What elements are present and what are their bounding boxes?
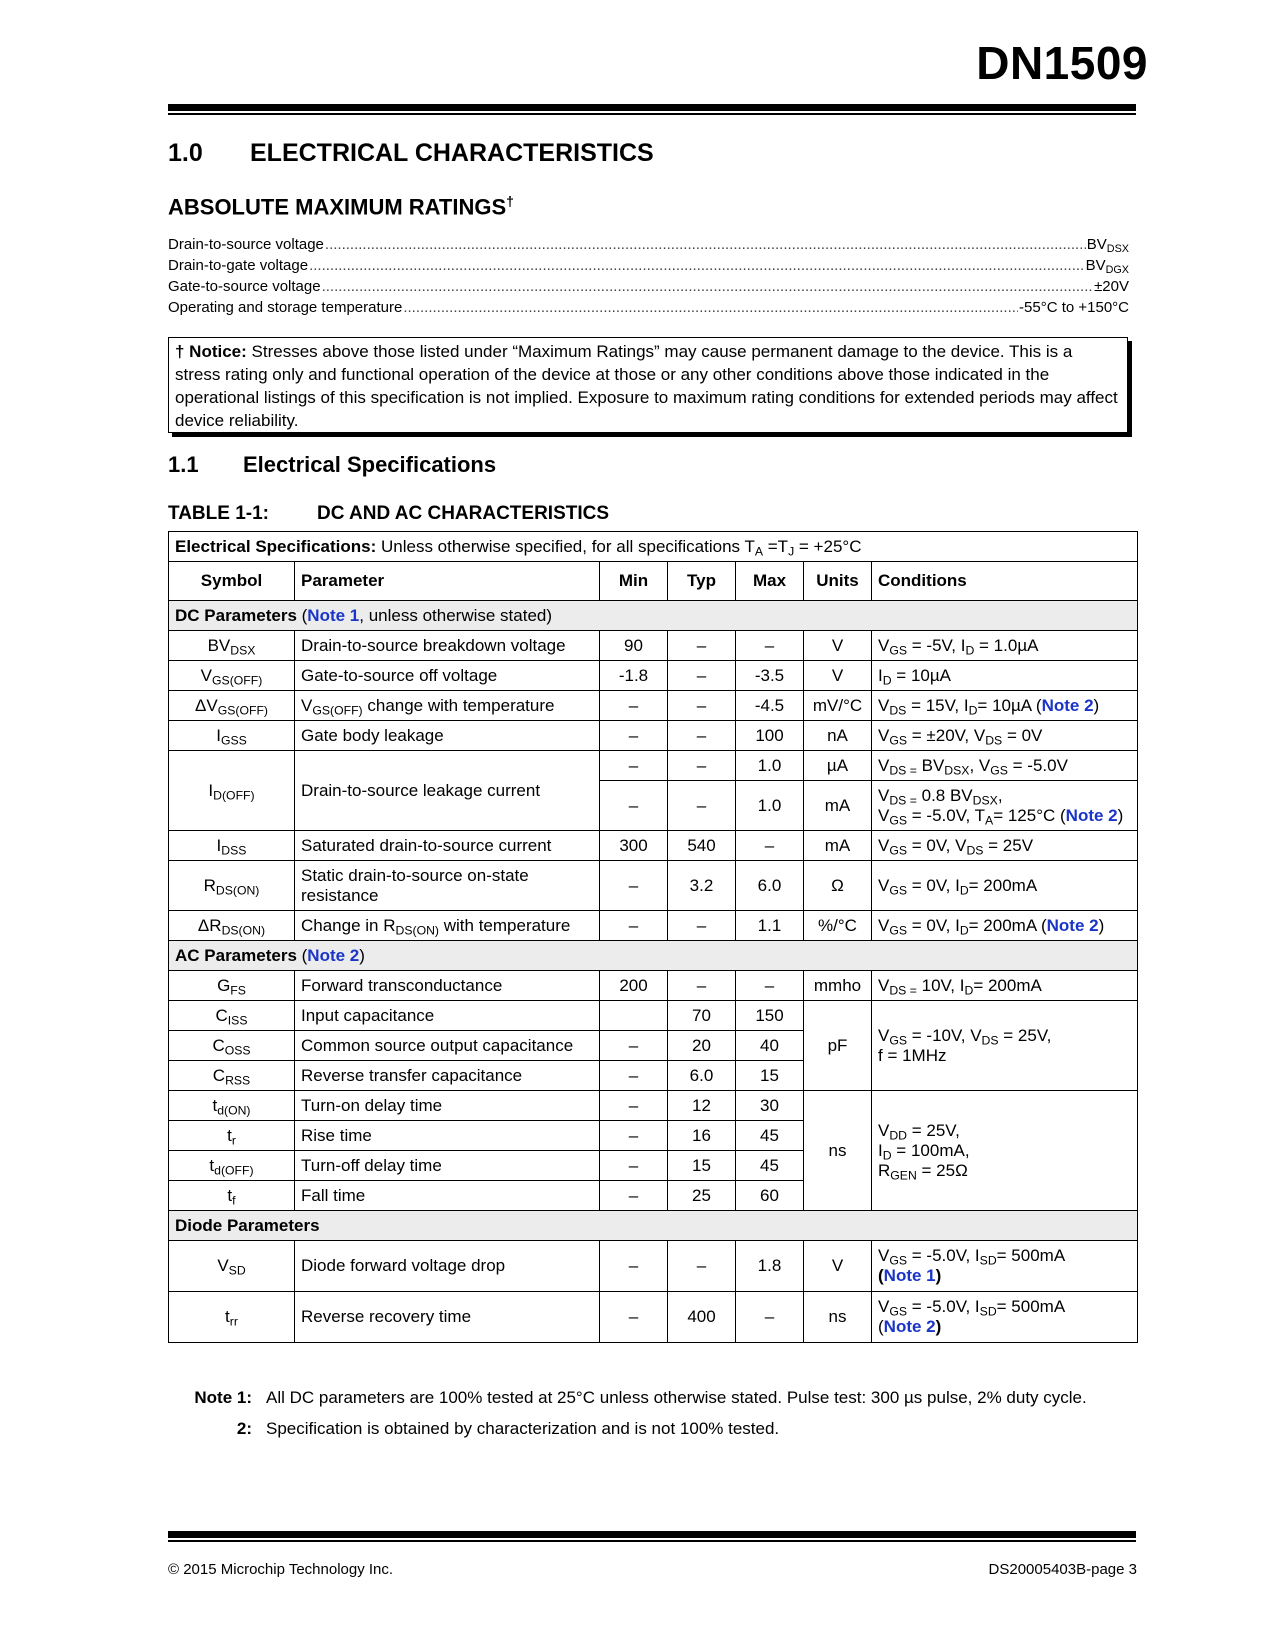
dc-ac-characteristics-table [168,531,1138,1343]
max-cell: – [736,831,804,861]
table-caption-number: TABLE 1-1: [168,503,269,524]
table-row [169,1091,1138,1121]
spec-text: = +25°C [794,536,862,556]
parameter-cell: Input capacitance [295,1001,600,1031]
table-row [169,631,1138,661]
min-cell: – [600,1031,668,1061]
typ-cell: – [668,911,736,941]
max-cell: -4.5 [736,691,804,721]
table-row [169,1241,1138,1292]
max-cell: 100 [736,721,804,751]
rating-value-sub: DGX [1105,264,1129,277]
rating-value-sub: DSX [1106,243,1129,256]
symbol-cell: $t_{d(OFF)}$ [169,1151,295,1181]
min-cell: – [600,1061,668,1091]
ac-section-title: AC Parameters [175,945,297,965]
header-symbol: Symbol [169,562,295,601]
typ-cell: – [668,1241,736,1292]
conditions-cell: $V_{DS =}$ $BV_{DSX}$, $V_{GS} = -5.0V$ [872,751,1138,781]
typ-cell: 400 [668,1292,736,1343]
rating-label: Operating and storage temperature [168,299,403,316]
spec-sub: J [788,544,795,559]
ac-section-row [169,941,1138,971]
units-cell: ns [804,1091,872,1211]
symbol-cell: $t_{rr}$ [169,1292,295,1343]
rating-value: -55°C to +150°C [1019,299,1129,316]
spec-conditions-cell [169,532,1138,562]
table-row [169,831,1138,861]
units-cell: pF [804,1001,872,1091]
parameter-cell: Gate-to-source off voltage [295,661,600,691]
max-cell: 60 [736,1181,804,1211]
min-cell: – [600,1241,668,1292]
parameter-cell: Forward transconductance [295,971,600,1001]
max-cell: 45 [736,1121,804,1151]
min-cell: – [600,861,668,911]
subsection-number: 1.1 [168,452,199,477]
abs-max-heading [168,193,514,220]
typ-cell: 20 [668,1031,736,1061]
rating-value [1085,257,1129,277]
conditions-cell: $V_{GS} = -10V$, $V_{DS} = 25V$, f = 1MHz [872,1001,1138,1091]
typ-cell: – [668,751,736,781]
note-key: 2: [236,1418,252,1438]
min-cell: – [600,1292,668,1343]
symbol-cell: $V_{GS(OFF)}$ [169,661,295,691]
conditions-cell: $V_{DS} = 15V$, $I_D= 10\mu A$ (Note 2) [872,691,1138,721]
table-row [169,861,1138,911]
subsection-heading [168,452,496,478]
table-row [169,721,1138,751]
symbol-cell: $I_{D(OFF)}$ [169,751,295,831]
min-cell: – [600,721,668,751]
units-cell: V [804,631,872,661]
parameter-cell: Rise time [295,1121,600,1151]
conditions-cell: $V_{GS} = 0V$, $V_{DS} = 25V$ [872,831,1138,861]
units-cell: mmho [804,971,872,1001]
min-cell: – [600,751,668,781]
rating-row [168,278,1129,299]
typ-cell: 540 [668,831,736,861]
notice-box [168,337,1128,433]
parameter-cell: Change in $R_{DS(ON)}$ with temperature [295,911,600,941]
table-header-row [169,562,1138,601]
min-cell: -1.8 [600,661,668,691]
rating-row [168,257,1129,278]
symbol-cell: $I_{DSS}$ [169,831,295,861]
part-number-header: DN1509 [976,37,1148,89]
parameter-cell: $V_{GS(OFF)}$ change with temperature [295,691,600,721]
conditions-cell: $V_{GS} = \pm 20V$, $V_{DS} = 0V$ [872,721,1138,751]
symbol-cell: $t_r$ [169,1121,295,1151]
note-1-link[interactable]: Note 1 [307,605,360,625]
max-cell: – [736,1292,804,1343]
footer-rule-thick [168,1531,1136,1538]
note-2-link[interactable]: Note 2 [1046,915,1099,935]
table-row [169,661,1138,691]
max-cell: 1.1 [736,911,804,941]
note-2-link[interactable]: Note 2 [1041,695,1094,715]
symbol-cell: $\Delta V_{GS(OFF)}$ [169,691,295,721]
table-notes [186,1382,1087,1444]
dc-section-row [169,601,1138,631]
units-cell: mV/°C [804,691,872,721]
typ-cell: 25 [668,1181,736,1211]
symbol-cell: $C_{OSS}$ [169,1031,295,1061]
spec-sub: A [754,544,764,559]
rating-value-main: BV [1086,236,1107,253]
parameter-cell: Gate body leakage [295,721,600,751]
table-row [169,751,1138,781]
table-row [169,1292,1138,1343]
typ-cell: 6.0 [668,1061,736,1091]
parameter-cell: Reverse recovery time [295,1292,600,1343]
ac-section-close: ) [359,945,365,965]
max-cell: 150 [736,1001,804,1031]
rating-label: Drain-to-source voltage [168,236,324,253]
diode-section-row [169,1211,1138,1241]
typ-cell: – [668,691,736,721]
units-cell: Ω [804,861,872,911]
max-cell: 1.0 [736,781,804,831]
leader-dots [309,257,1085,274]
ac-section-cell [169,941,1138,971]
note-text: All DC parameters are 100% tested at 25°C unless otherwise stated. Pulse test: 300 µs pulse, 2% duty cycle. [266,1387,1087,1407]
min-cell: – [600,691,668,721]
symbol-cell: $C_{RSS}$ [169,1061,295,1091]
spec-text: =T [763,536,789,556]
typ-cell: – [668,721,736,751]
min-cell: – [600,1151,668,1181]
table-row [169,691,1138,721]
symbol-cell: $t_f$ [169,1181,295,1211]
min-cell: – [600,911,668,941]
units-cell: µA [804,751,872,781]
rating-row [168,236,1129,257]
section-heading [168,139,654,168]
min-cell: 90 [600,631,668,661]
min-cell: – [600,1091,668,1121]
note-line [186,1382,1087,1413]
rating-label: Drain-to-gate voltage [168,257,309,274]
diode-section-cell [169,1211,1138,1241]
min-cell: 200 [600,971,668,1001]
units-cell: %/°C [804,911,872,941]
note-key: Note 1: [194,1387,252,1407]
parameter-cell: Common source output capacitance [295,1031,600,1061]
parameter-cell: Drain-to-source leakage current [295,751,600,831]
units-cell: V [804,1241,872,1292]
abs-max-title: ABSOLUTE MAXIMUM RATINGS [168,194,507,220]
symbol-cell: $G_{FS}$ [169,971,295,1001]
dc-section-cell [169,601,1138,631]
typ-cell: 15 [668,1151,736,1181]
max-cell: 1.8 [736,1241,804,1292]
leader-dots [322,278,1094,295]
footer-rule-thin [168,1540,1136,1542]
units-cell: nA [804,721,872,751]
max-cell: – [736,971,804,1001]
units-cell: V [804,661,872,691]
dc-section-title: DC Parameters [175,605,297,625]
dc-section-open: ( [296,605,308,625]
parameter-cell: Diode forward voltage drop [295,1241,600,1292]
symbol-cell: $R_{DS(ON)}$ [169,861,295,911]
leader-dots [325,236,1086,253]
conditions-cell: $V_{DD} = 25V$, $I_D = 100mA$, $R_{GEN} = 25\Omega$ [872,1091,1138,1211]
spec-text: Unless otherwise specified, for all specifications T [380,536,755,556]
conditions-cell: $V_{DS =}$ 0.8 $BV_{DSX}$, $V_{GS} = -5.0V$, $T_A= 125^\circ C$ (Note 2) [872,781,1138,831]
min-cell: – [600,781,668,831]
min-cell: – [600,1121,668,1151]
header-min: Min [600,562,668,601]
header-rule-thick [168,104,1136,111]
rating-value: ±20V [1094,278,1129,295]
rating-value-main: BV [1085,257,1106,274]
conditions-cell: $V_{GS} = -5V$, $I_D = 1.0\mu A$ [872,631,1138,661]
typ-cell: 16 [668,1121,736,1151]
diode-section-title: Diode Parameters [175,1215,320,1235]
conditions-cell: $V_{GS} = -5.0V$, $I_{SD}= 500mA$ (Note 1) [872,1241,1138,1292]
ac-section-open: ( [296,945,308,965]
note-2-link[interactable]: Note 2 [1065,805,1118,825]
rating-label: Gate-to-source voltage [168,278,321,295]
typ-cell: – [668,661,736,691]
parameter-cell: Fall time [295,1181,600,1211]
note-2-link[interactable]: Note 2 [883,1317,936,1336]
typ-cell: – [668,971,736,1001]
rating-row [168,299,1129,320]
note-1-link[interactable]: Note 1 [883,1266,936,1285]
typ-cell: 12 [668,1091,736,1121]
typ-cell: 3.2 [668,861,736,911]
parameter-cell: Turn-on delay time [295,1091,600,1121]
max-cell: 1.0 [736,751,804,781]
symbol-cell: $I_{GSS}$ [169,721,295,751]
conditions-cell: $I_D = 10\mu A$ [872,661,1138,691]
units-cell: ns [804,1292,872,1343]
table-caption [168,503,609,525]
parameter-cell: Reverse transfer capacitance [295,1061,600,1091]
footer-copyright: © 2015 Microchip Technology Inc. [168,1561,394,1578]
rating-value [1086,236,1129,256]
section-title: ELECTRICAL CHARACTERISTICS [250,139,654,167]
header-typ: Typ [668,562,736,601]
min-cell [600,1001,668,1031]
parameter-cell: Drain-to-source breakdown voltage [295,631,600,661]
table-row [169,1001,1138,1031]
header-parameter: Parameter [295,562,600,601]
note-2-link[interactable]: Note 2 [307,945,360,965]
section-number: 1.0 [168,139,203,167]
max-cell: 15 [736,1061,804,1091]
table-row [169,971,1138,1001]
units-cell: mA [804,831,872,861]
abs-max-ratings-list [168,236,1129,320]
symbol-cell: $t_{d(ON)}$ [169,1091,295,1121]
parameter-cell: Saturated drain-to-source current [295,831,600,861]
note-text: Specification is obtained by characterization and is not 100% tested. [266,1418,780,1438]
header-units: Units [804,562,872,601]
max-cell: 45 [736,1151,804,1181]
min-cell: – [600,1181,668,1211]
header-rule-thin [168,113,1136,115]
footer-page-number: DS20005403B-page 3 [988,1561,1137,1578]
subsection-title: Electrical Specifications [243,452,497,477]
max-cell: 6.0 [736,861,804,911]
typ-cell: 70 [668,1001,736,1031]
max-cell: 40 [736,1031,804,1061]
conditions-cell: $V_{GS} = 0V$, $I_D= 200mA$ (Note 2) [872,911,1138,941]
note-line [186,1413,1087,1444]
header-max: Max [736,562,804,601]
dagger-mark: † [506,193,514,209]
header-conditions: Conditions [872,562,1138,601]
conditions-cell: $V_{GS} = 0V$, $I_D= 200mA$ [872,861,1138,911]
parameter-cell: Turn-off delay time [295,1151,600,1181]
notice-lead: † Notice: [175,342,247,361]
typ-cell: – [668,631,736,661]
max-cell: -3.5 [736,661,804,691]
max-cell: 30 [736,1091,804,1121]
notice-text: Stresses above those listed under “Maximum Ratings” may cause permanent damage to the device. This is a stress rating only and functional operation of the device at those or any other conditions above those indicated in the operational listings of this specification is not implied. Exposure to maximum rating conditions for extended periods may affect device reliability. [175,342,1118,430]
typ-cell: – [668,781,736,831]
conditions-cell: $V_{DS =}$ 10V, $I_D= 200mA$ [872,971,1138,1001]
parameter-cell: Static drain-to-source on-state resistance [295,861,600,911]
table-row [169,911,1138,941]
symbol-cell: $\Delta R_{DS(ON)}$ [169,911,295,941]
dc-section-rest: , unless otherwise stated) [359,605,553,625]
symbol-cell: $V_{SD}$ [169,1241,295,1292]
symbol-cell: $C_{ISS}$ [169,1001,295,1031]
leader-dots [403,299,1018,316]
units-cell: mA [804,781,872,831]
symbol-cell: $BV_{DSX}$ [169,631,295,661]
spec-lead: Electrical Specifications: [175,536,377,556]
conditions-cell: $V_{GS} = -5.0V$, $I_{SD}= 500mA$ (Note 2) [872,1292,1138,1343]
table-spec-row [169,532,1138,562]
max-cell: – [736,631,804,661]
min-cell: 300 [600,831,668,861]
table-caption-title: DC AND AC CHARACTERISTICS [317,503,610,524]
